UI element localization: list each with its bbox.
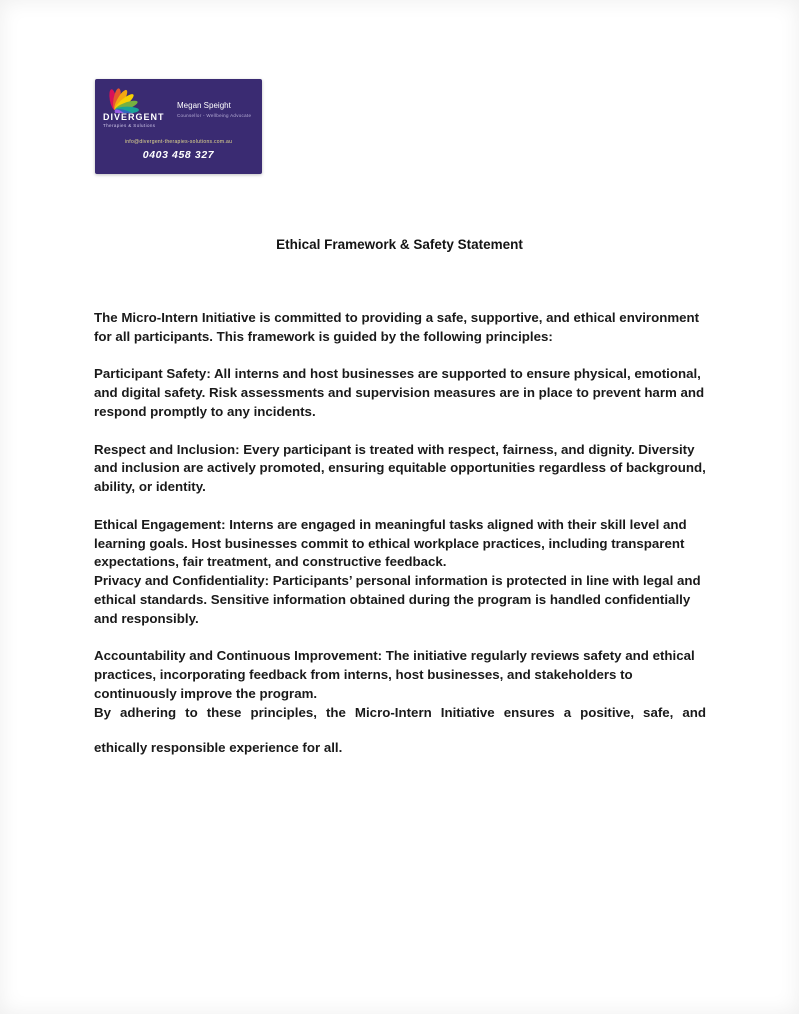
paragraph-closing-line-1: By adhering to these principles, the Micro-Intern Initiative ensures a positive, safe, and <box>94 704 706 720</box>
paragraph-accountability: Accountability and Continuous Improvement: The initiative regularly reviews safety and ethical practices, incorporating feedback from interns, host businesses, and stakeholders to continuously improve the program. <box>94 648 695 701</box>
paragraph-closing-line-2: ethically responsible experience for all. <box>94 739 343 755</box>
brand-tagline: Therapies & Solutions <box>103 123 156 128</box>
divergent-logo-icon <box>102 85 158 113</box>
paragraph-ethical-engagement: Ethical Engagement: Interns are engaged in meaningful tasks aligned with their skill level and learning goals. Host businesses commit to ethical workplace practices, including transparent expectations, fair treatment, and constructive feedback. <box>94 516 687 570</box>
brand-name: DIVERGENT <box>103 112 165 122</box>
paragraph-participant-safety: Participant Safety: All interns and host businesses are supported to ensure physical, emotional, and digital safety. Risk assessments and supervision measures are in place to prevent harm and respond promptly to any incidents. <box>94 366 705 419</box>
business-card <box>95 79 262 174</box>
paragraph-intro: The Micro-Intern Initiative is committed to providing a safe, supportive, and ethical environment for all participants. This framework is guided by the following principles: <box>94 310 700 344</box>
paragraph-respect-inclusion: Respect and Inclusion: Every participant is treated with respect, fairness, and dignity. Diversity and inclusion are actively promoted, ensuring equitable opportunities regardless of background, ability, or identity. <box>94 441 706 495</box>
email-text: info@divergent-therapies-solutions.com.au <box>124 139 233 145</box>
page-title: Ethical Framework & Safety Statement <box>276 237 523 252</box>
person-name: Megan Speight <box>177 101 231 110</box>
document-body <box>94 309 706 757</box>
person-role: Counsellor - Wellbeing Advocate <box>177 113 252 118</box>
phone-number: 0403 458 327 <box>142 149 215 161</box>
paragraph-privacy-confidentiality: Privacy and Confidentiality: Participants’ personal information is protected in line with legal and ethical standards. Sensitive information obtained during the program is handled confidentially and responsibly. <box>94 573 701 626</box>
